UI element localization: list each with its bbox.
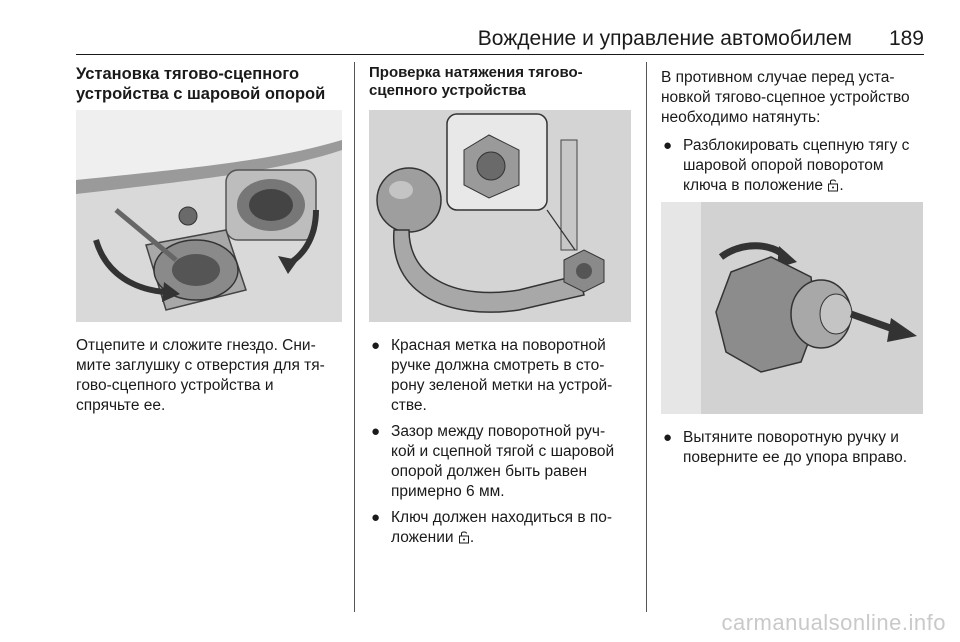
figure-socket-folding — [76, 110, 342, 322]
tension-intro: В противном случае перед уста- новкой тягово-сцепное устройство необходимо натянуть: — [661, 69, 910, 126]
column-1 — [76, 64, 342, 416]
list-item: ● Красная метка на поворотной ручке должна смотреть в сто- рону зеленой метки на устрой- стве. — [371, 337, 613, 414]
list-item: ● Ключ должен находиться в по- ложении . — [371, 509, 613, 546]
column-divider — [354, 62, 355, 612]
socket-folding-illustration — [76, 110, 342, 322]
unlocked-key-position-icon — [458, 530, 470, 544]
knob-pull-illustration — [661, 202, 923, 414]
column-2 — [369, 64, 635, 554]
bullet-icon: ● — [371, 423, 381, 440]
list-item: ● Вытяните поворотную ручку и поверните ее до упора вправо. — [663, 429, 908, 466]
tow-bar-illustration — [369, 110, 631, 322]
watermark: carmanualsonline.info — [721, 610, 946, 635]
tension-steps-list-1 — [661, 136, 929, 196]
section-heading-installation: Установка тягово-сцепного устройства с шаровой опорой — [76, 65, 326, 103]
list-item: ● Зазор между поворотной руч- кой и сцепной тягой с шаровой опорой должен быть равен примерно 6 мм. — [371, 423, 615, 500]
tension-check-list — [369, 336, 635, 548]
column-3 — [661, 64, 929, 474]
section-heading-tension-check: Проверка натяжения тягово- сцепного устройства — [369, 64, 583, 99]
bullet-icon: ● — [371, 337, 381, 354]
bullet-icon: ● — [663, 429, 673, 446]
figure-knob-pull — [661, 202, 923, 414]
header-rule — [76, 54, 924, 55]
list-item: ● Разблокировать сцепную тягу с шаровой опорой поворотом ключа в положение . — [663, 137, 910, 194]
page-header — [76, 26, 924, 54]
bullet-icon: ● — [663, 137, 673, 154]
tension-steps-list-2 — [661, 428, 929, 468]
installation-instructions: Отцепите и сложите гнездо. Сни- мите заглушку с отверстия для тя- гово-сцепного устройства и спрячьте ее. — [76, 337, 325, 414]
bullet-icon: ● — [371, 509, 381, 526]
column-divider — [646, 62, 647, 612]
header-title: Вождение и управление автомобилем — [477, 27, 852, 50]
figure-tow-bar-check — [369, 110, 631, 322]
page-number: 189 — [888, 27, 924, 50]
unlocked-key-position-icon — [827, 178, 839, 192]
